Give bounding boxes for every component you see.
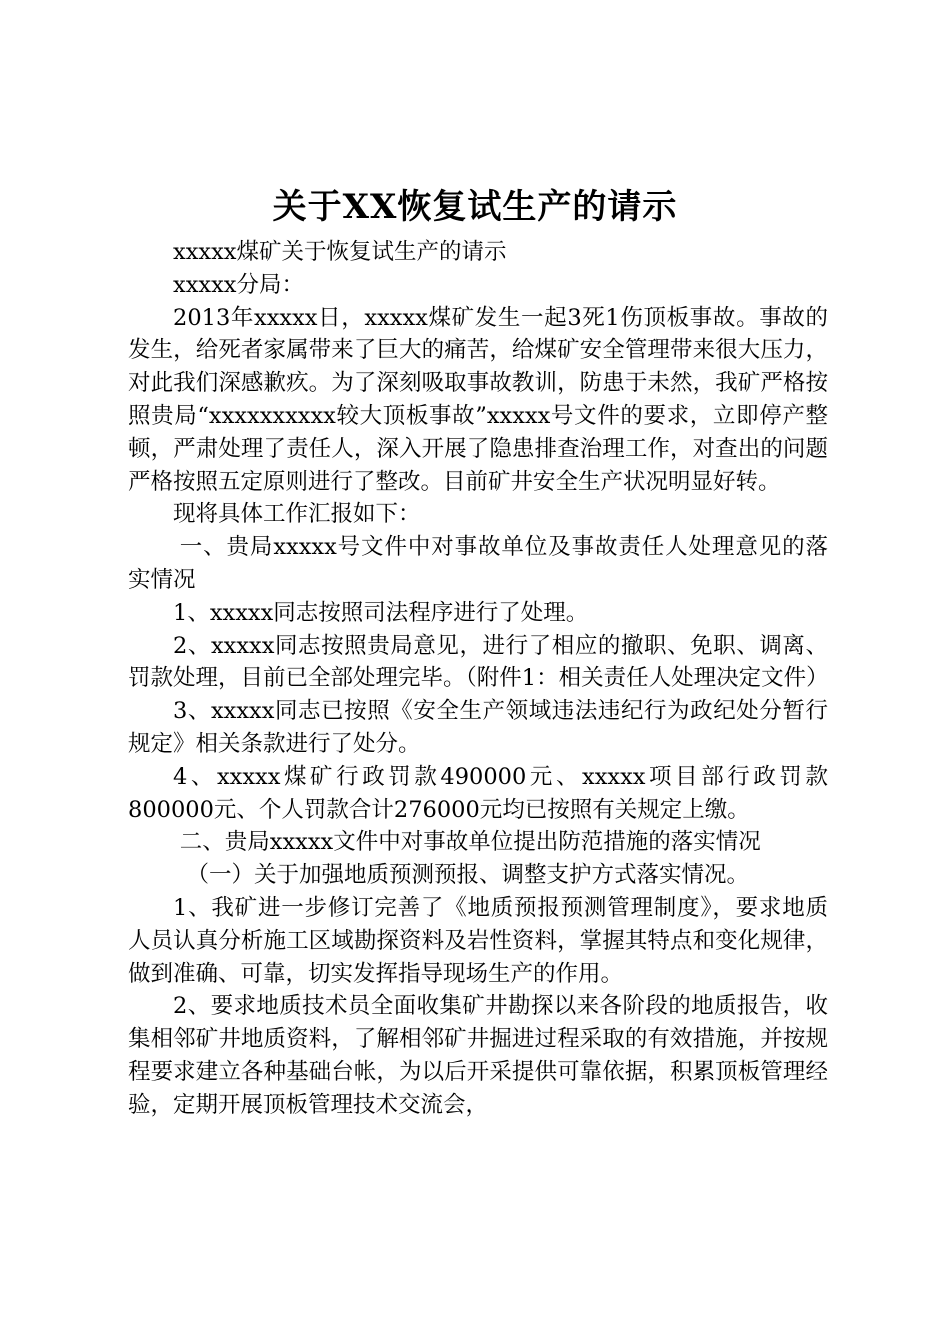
document-title: 关于XX恢复试生产的请示 — [272, 187, 678, 227]
section-heading-1: 一、贵局xxxxx号文件中对事故单位及事故责任人处理意见的落实情况 — [128, 534, 828, 593]
paragraph-measure-2: 2、要求地质技术员全面收集矿井勘探以来各阶段的地质报告，收集相邻矿井地质资料，了解相邻矿井掘进过程采取的有效措施，并按规程要求建立各种基础台帐，为以后开采提供可靠依据，积累顶板管理经验，定期开展顶板管理技术交流会， — [128, 993, 828, 1118]
paragraph-report-lead: 现将具体工作汇报如下： — [173, 501, 421, 528]
paragraph-intro: 2013年xxxxx日，xxxxx煤矿发生一起3死1伤顶板事故。事故的发生，给死者家属带来了巨大的痛苦，给煤矿安全管理带来很大压力，对此我们深感歉疚。为了深刻吸取事故教训，防患于未然，我矿严格按照贵局“xxxxxxxxxx较大顶板事故”xxxxx号文件的要求，立即停产整顿，严肃处理了责任人，深入开展了隐患排查治理工作，对查出的问题严格按照五定原则进行了整改。目前矿井安全生产状况明显好转。 — [128, 304, 828, 495]
document-body — [128, 236, 828, 1122]
subsection-heading-1: （一）关于加强地质预测预报、调整支护方式落实情况。 — [186, 862, 750, 889]
paragraph-item-1: 1、xxxxx同志按照司法程序进行了处理。 — [173, 599, 589, 626]
paragraph-measure-1: 1、我矿进一步修订完善了《地质预报预测管理制度》，要求地质人员认真分析施工区域勘探资料及岩性资料，掌握其特点和变化规律，做到准确、可靠，切实发挥指导现场生产的作用。 — [128, 894, 828, 987]
paragraph-subject: xxxxx煤矿关于恢复试生产的请示 — [173, 239, 507, 265]
section-heading-2: 二、贵局xxxxx文件中对事故单位提出防范措施的落实情况 — [179, 829, 761, 856]
paragraph-item-2: 2、xxxxx同志按照贵局意见，进行了相应的撤职、免职、调离、罚款处理，目前已全部处理完毕。（附件1：相关责任人处理决定文件） — [128, 632, 829, 692]
paragraph-item-4: 4、xxxxx煤矿行政罚款490000元、xxxxx项目部行政罚款800000元、个人罚款合计276000元均已按照有关规定上缴。 — [128, 763, 828, 823]
paragraph-item-3: 3、xxxxx同志已按照《安全生产领域违法违纪行为政纪处分暂行规定》相关条款进行了处分。 — [128, 698, 828, 757]
paragraph-addressee: xxxxx分局： — [173, 271, 304, 298]
